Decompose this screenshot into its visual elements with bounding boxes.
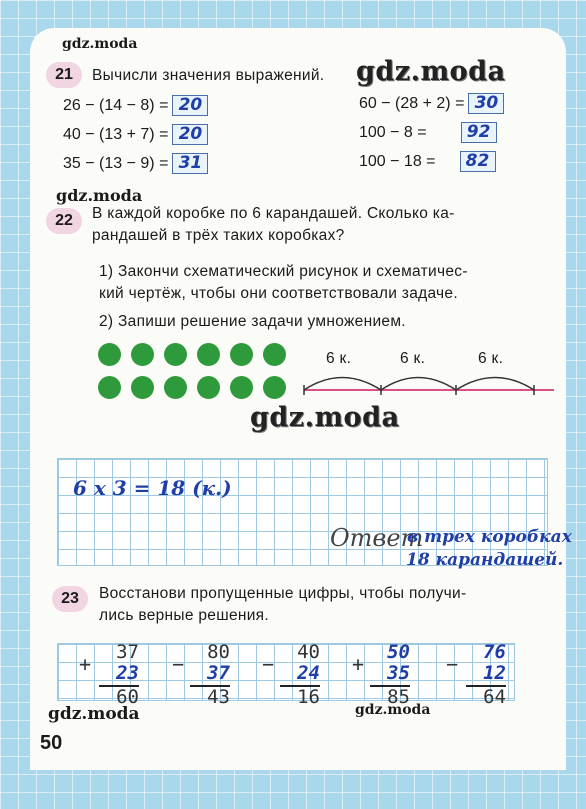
pencil-dot bbox=[164, 376, 187, 399]
expression-text: 100 − 18 = bbox=[359, 152, 436, 170]
column-calc bbox=[280, 642, 320, 708]
expression-row bbox=[63, 95, 208, 116]
segment-arc bbox=[304, 378, 381, 391]
answer-box[interactable]: 20 bbox=[172, 95, 208, 116]
column-top[interactable]: 50 bbox=[387, 641, 410, 663]
expression-text: 35 − (13 − 9) = bbox=[63, 154, 169, 172]
page-number: 50 bbox=[40, 732, 63, 754]
task-22-text-line1: В каждой коробке по 6 карандашей. Сколько ка- bbox=[92, 205, 455, 222]
pencil-dot bbox=[230, 376, 253, 399]
column-top: 40 bbox=[297, 641, 320, 663]
segment-arc bbox=[381, 378, 456, 391]
pencil-dot bbox=[131, 343, 154, 366]
expression-text: 40 − (13 + 7) = bbox=[63, 125, 169, 143]
pencil-dot bbox=[98, 343, 121, 366]
pencil-dot bbox=[197, 343, 220, 366]
column-result: 43 bbox=[190, 685, 230, 708]
answer-box[interactable]: 30 bbox=[468, 93, 504, 114]
answer-box[interactable]: 31 bbox=[172, 153, 208, 174]
segment-arc bbox=[456, 378, 534, 391]
watermark-big-1: gdz.moda bbox=[356, 56, 506, 87]
answer-box[interactable]: 20 bbox=[172, 124, 208, 145]
task-21-text: Вычисли значения выражений. bbox=[92, 67, 325, 84]
answer-line2: 18 карандашей. bbox=[406, 550, 564, 570]
pencil-dot bbox=[131, 376, 154, 399]
column-result: 60 bbox=[99, 685, 139, 708]
operation-sign: + bbox=[79, 652, 92, 676]
task-22-item1-line1: 1) Закончи схематический рисунок и схематичес- bbox=[99, 263, 468, 280]
segment-label: 6 к. bbox=[326, 350, 352, 367]
pencil-dot bbox=[164, 343, 187, 366]
column-result: 16 bbox=[280, 685, 320, 708]
column-calc bbox=[190, 642, 230, 708]
expression-row bbox=[63, 153, 208, 174]
column-top[interactable]: 76 bbox=[483, 641, 506, 663]
answer-box[interactable]: 82 bbox=[460, 151, 496, 172]
task-23-number: 23 bbox=[52, 586, 88, 612]
expression-row bbox=[359, 93, 504, 114]
watermark-big-2: gdz.moda bbox=[250, 402, 400, 433]
expression-text: 60 − (28 + 2) = bbox=[359, 94, 465, 112]
column-top: 80 bbox=[207, 641, 230, 663]
column-calc bbox=[99, 642, 139, 708]
column-top: 37 bbox=[116, 641, 139, 663]
task-22-number: 22 bbox=[46, 208, 82, 234]
expression-text: 100 − 8 = bbox=[359, 123, 427, 141]
column-mid[interactable]: 35 bbox=[387, 662, 410, 684]
task-23-text-line1: Восстанови пропущенные цифры, чтобы получи- bbox=[99, 585, 467, 602]
pencil-dot bbox=[197, 376, 220, 399]
solution-text: 6 х 3 = 18 (к.) bbox=[73, 476, 232, 500]
expression-row bbox=[359, 122, 497, 143]
answer-line1: в трех коробках bbox=[407, 527, 572, 547]
watermark-bottom-right: gdz.moda bbox=[355, 702, 431, 718]
task-23-text-line2: лись верные решения. bbox=[99, 607, 269, 624]
pencil-dot bbox=[263, 376, 286, 399]
expression-row bbox=[63, 124, 208, 145]
pencil-dot bbox=[263, 343, 286, 366]
watermark-left: gdz.moda bbox=[56, 186, 143, 205]
column-calc bbox=[466, 642, 506, 708]
expression-text: 26 − (14 − 8) = bbox=[63, 96, 169, 114]
column-mid[interactable]: 12 bbox=[483, 662, 506, 684]
column-mid[interactable]: 24 bbox=[297, 662, 320, 684]
pencil-dot bbox=[98, 376, 121, 399]
answer-box[interactable]: 92 bbox=[461, 122, 497, 143]
task-22-item1-line2: кий чертёж, чтобы они соответствовали задаче. bbox=[99, 285, 458, 302]
column-mid[interactable]: 37 bbox=[207, 662, 230, 684]
task-22-item2: 2) Запиши решение задачи умножением. bbox=[99, 313, 406, 330]
task-22-text-line2: рандашей в трёх таких коробках? bbox=[92, 227, 345, 244]
column-mid[interactable]: 23 bbox=[116, 662, 139, 684]
expression-row bbox=[359, 151, 496, 172]
answer-word: Ответ bbox=[330, 524, 424, 552]
operation-sign: − bbox=[172, 652, 185, 676]
operation-sign: − bbox=[262, 652, 275, 676]
segment-label: 6 к. bbox=[478, 350, 504, 367]
watermark-bottom-left: gdz.moda bbox=[48, 704, 140, 724]
segment-label: 6 к. bbox=[400, 350, 426, 367]
column-result: 64 bbox=[466, 685, 506, 708]
watermark-top: gdz.moda bbox=[62, 36, 138, 52]
pencil-dot bbox=[230, 343, 253, 366]
column-result: 85 bbox=[370, 685, 410, 708]
operation-sign: − bbox=[446, 652, 459, 676]
column-calc bbox=[370, 642, 410, 708]
operation-sign: + bbox=[352, 652, 365, 676]
task-21-number: 21 bbox=[46, 62, 82, 88]
